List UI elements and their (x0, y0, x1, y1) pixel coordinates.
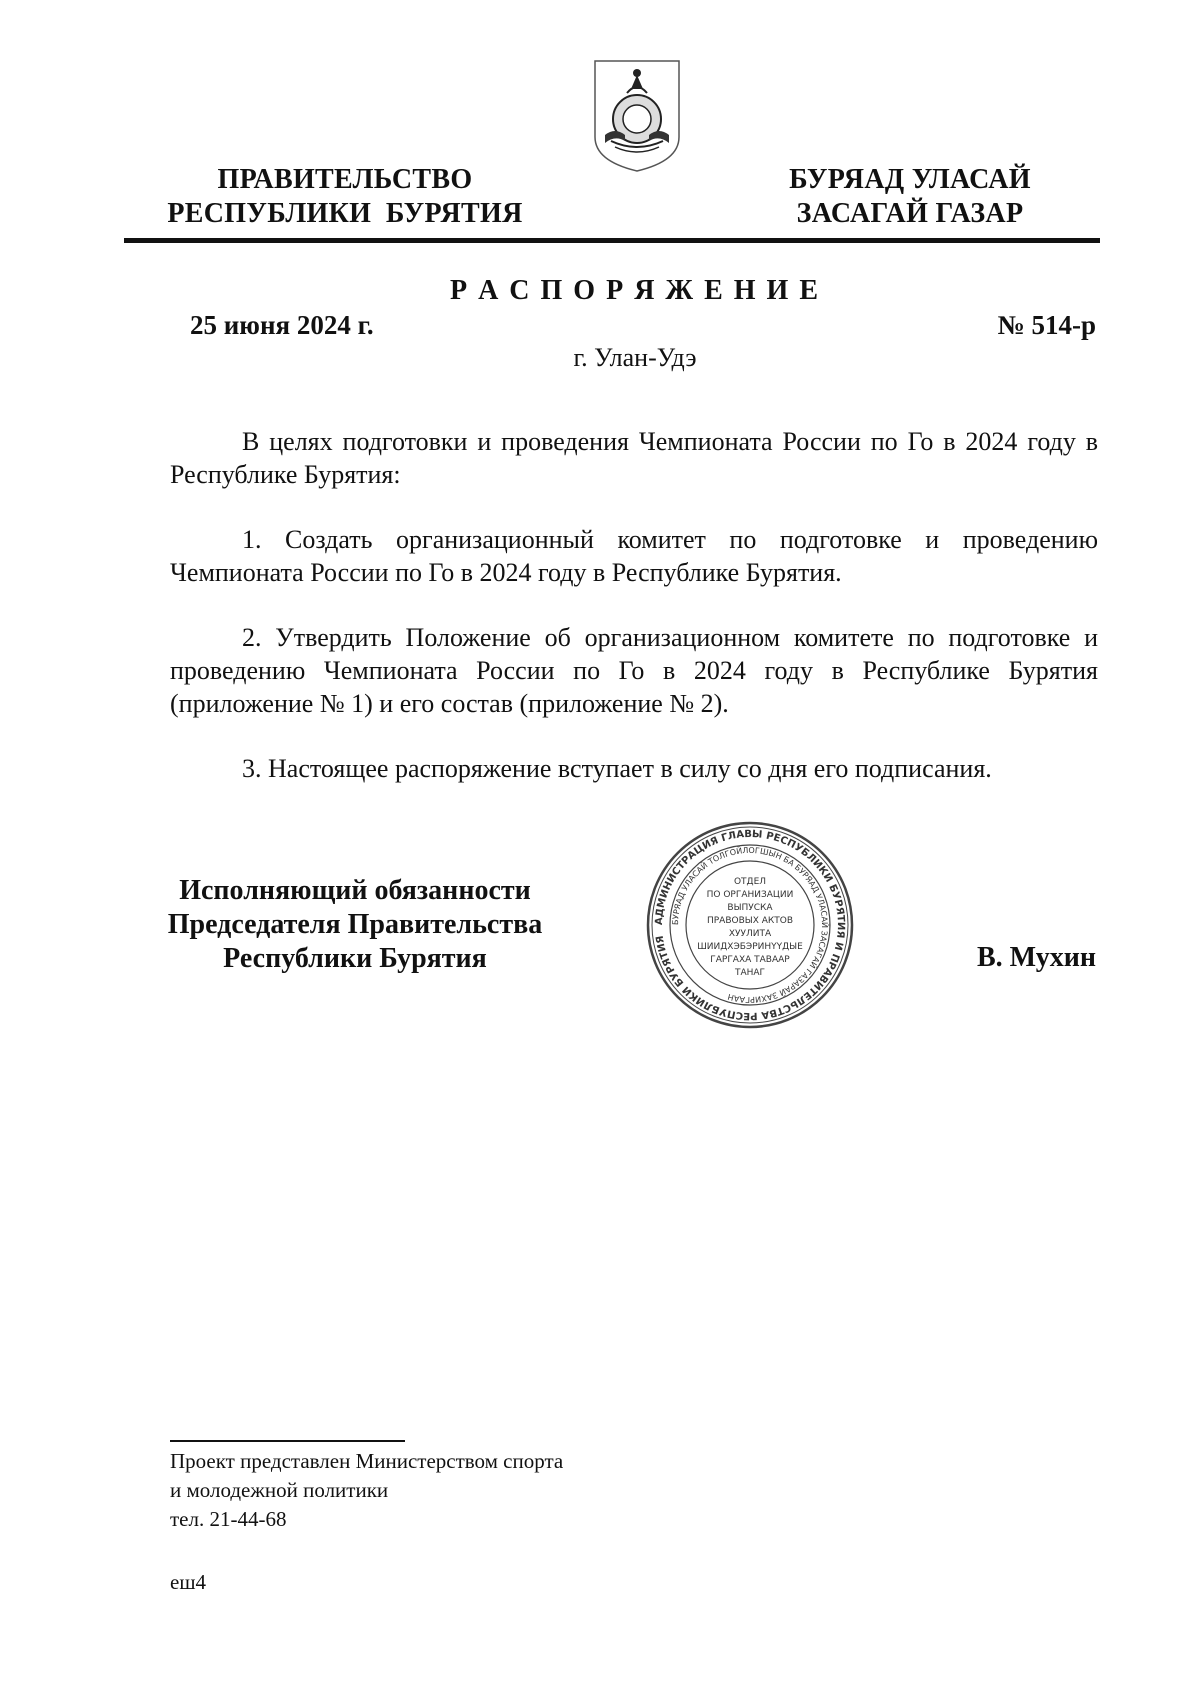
stamp-center-line: ОТДЕЛ (733, 877, 767, 887)
footer-code: еш4 (170, 1570, 206, 1594)
stamp-center-line: ШИИДХЭБЭРИНҮҮДЫЕ (697, 942, 803, 952)
header-divider (124, 238, 1100, 243)
footer-line1: Проект представлен Министерством спорта (170, 1449, 564, 1473)
item-1-paragraph: 1. Создать организационный комитет по подготовке и проведению Чемпионата России по Го в 2024 году в Республике Бурятия. (170, 525, 1098, 587)
stamp-center-line: ВЫПУСКА (727, 903, 773, 913)
footer-line2: и молодежной политики (170, 1478, 389, 1502)
stamp-center-line: ГАРГАХА ТАВААР (710, 955, 790, 965)
signatory-title (160, 874, 550, 976)
signatory-line3: Республики Бурятия (223, 943, 487, 974)
header-left-line2: РЕСПУБЛИКИ БУРЯТИЯ (167, 198, 523, 229)
signatory-line2: Председателя Правительства (167, 909, 543, 940)
footer-notes (170, 1447, 770, 1534)
document-city: г. Улан-Удэ (573, 343, 697, 372)
header-right-line1: БУРЯАД УЛАСАЙ (789, 164, 1031, 195)
official-stamp (645, 820, 855, 1030)
document-number: № 514-р (997, 310, 1096, 340)
stamp-center-line: ТАНАГ (734, 968, 766, 978)
signatory-line1: Исполняющий обязанности (179, 875, 531, 906)
footer-phone: тел. 21-44-68 (170, 1507, 287, 1531)
stamp-outer-text: АДМИНИСТРАЦИЯ ГЛАВЫ РЕСПУБЛИКИ БУРЯТИЯ И ПРАВИТЕЛЬСТВА РЕСПУБЛИКИ БУРЯТИЯ (653, 828, 847, 1022)
stamp-center-line: ХУУЛИТА (728, 929, 772, 939)
stamp-center-line: ПРАВОВЫХ АКТОВ (706, 916, 794, 926)
header-left (160, 163, 530, 231)
coat-of-arms-emblem (591, 57, 683, 175)
intro-paragraph: В целях подготовки и проведения Чемпионата России по Го в 2024 году в Республике Бурятия: (170, 427, 1098, 489)
header-right (760, 163, 1060, 231)
stamp-center-line: ПО ОРГАНИЗАЦИИ (706, 890, 794, 900)
header-left-line1: ПРАВИТЕЛЬСТВО (217, 164, 473, 195)
signatory-name: В. Мухин (977, 942, 1096, 973)
document-date: 25 июня 2024 г. (190, 310, 374, 340)
document-title: Р А С П О Р Я Ж Е Н И Е (449, 275, 821, 306)
document-body (170, 425, 1098, 785)
footer-divider (170, 1440, 405, 1442)
header-right-line2: ЗАСАГАЙ ГАЗАР (796, 198, 1024, 229)
item-3-paragraph: 3. Настоящее распоряжение вступает в силу со дня его подписания. (242, 754, 992, 783)
item-2-paragraph: 2. Утвердить Положение об организационном комитете по подготовке и проведению Чемпионата России по Го в 2024 году в Республике Бурятия (приложение № 1) и его состав (приложение № 2). (170, 623, 1098, 718)
stamp-inner-text: БУРЯАД УЛАСАЙ ТОЛГОЙЛОГШЫН БА БУРЯАД УЛАСАЙ ЗАСАГАЙ ГАЗАРАЙ ЗАХИРГААН (670, 845, 830, 1005)
